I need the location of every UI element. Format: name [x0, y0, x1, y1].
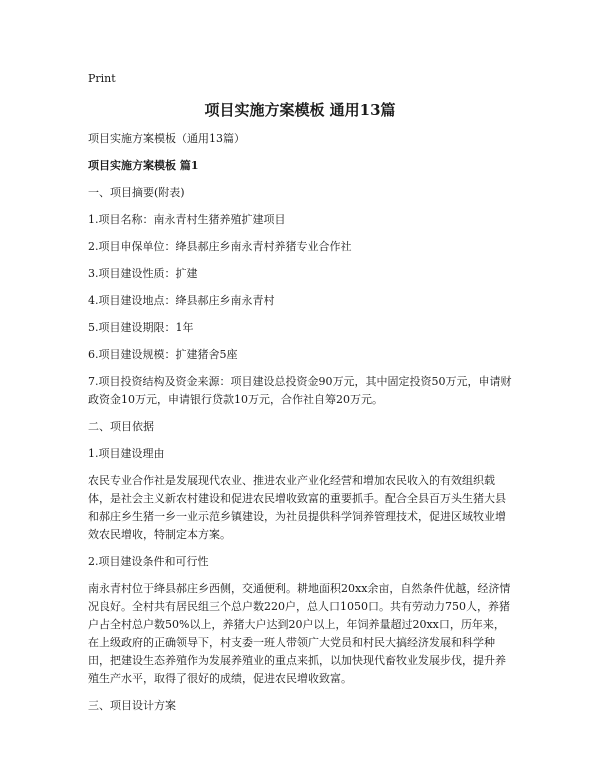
item-scale: 6.项目建设规模：扩建猪舍5座: [88, 348, 238, 361]
print-label[interactable]: Print: [88, 72, 116, 85]
subtitle-paragraph: 项目实施方案模板（通用13篇）: [88, 132, 245, 145]
subheading-reason: 1.项目建设理由: [88, 447, 165, 460]
paragraph-conditions: 南永青村位于绛县郝庄乡西侧，交通便利。耕地面积20xx余亩，自然条件优越，经济情况良好。全村共有居民组三个总户数220户，总人口1050口。共有劳动力750人，养猪户占全村总户数50%以上，养猪大户达到20户以上，年饲养量超过20xx口，历年来，在上级政府的正确领导下，村支委一班人带领广大党员和村民大搞经济发展和科学种田，把建设生态养殖作为发展养殖业的重点来抓，以加快现代畜牧业发展步伐，提升养殖生产水平，取得了很好的成绩，促进农民增收致富。: [88, 582, 511, 685]
document-body: [88, 130, 512, 724]
paragraph-reason: 农民专业合作社是发展现代农业、推进农业产业化经营和增加农民收入的有效组织载体，是社会主义新农村建设和促进农民增收致富的重要抓手。配合全县百万头生猪大县和郝庄乡生猪一乡一业示范乡镇建设，为社员提供科学饲养管理技术，促进区域牧业增效农民增收，特制定本方案。: [88, 474, 506, 541]
heading-design-plan: 三、项目设计方案: [88, 699, 176, 712]
heading-project-basis: 二、项目依据: [88, 420, 154, 433]
section-heading: 项目实施方案模板 篇1: [88, 159, 199, 172]
subheading-conditions: 2.项目建设条件和可行性: [88, 555, 209, 568]
item-location: 4.项目建设地点：绛县郝庄乡南永青村: [88, 294, 275, 307]
document-title: 项目实施方案模板 通用13篇: [204, 101, 396, 119]
item-nature: 3.项目建设性质：扩建: [88, 267, 198, 280]
item-investment: 7.项目投资结构及资金来源：项目建设总投资金90万元，其中固定投资50万元，申请财政资金10万元，申请银行贷款10万元，合作社自筹20万元。: [88, 375, 512, 406]
item-project-name: 1.项目名称：南永青村生猪养殖扩建项目: [88, 213, 286, 226]
item-duration: 5.项目建设期限：1年: [88, 321, 194, 334]
item-applicant: 2.项目申保单位：绛县郝庄乡南永青村养猪专业合作社: [88, 240, 352, 253]
heading-project-summary: 一、项目摘要(附表): [88, 186, 185, 199]
